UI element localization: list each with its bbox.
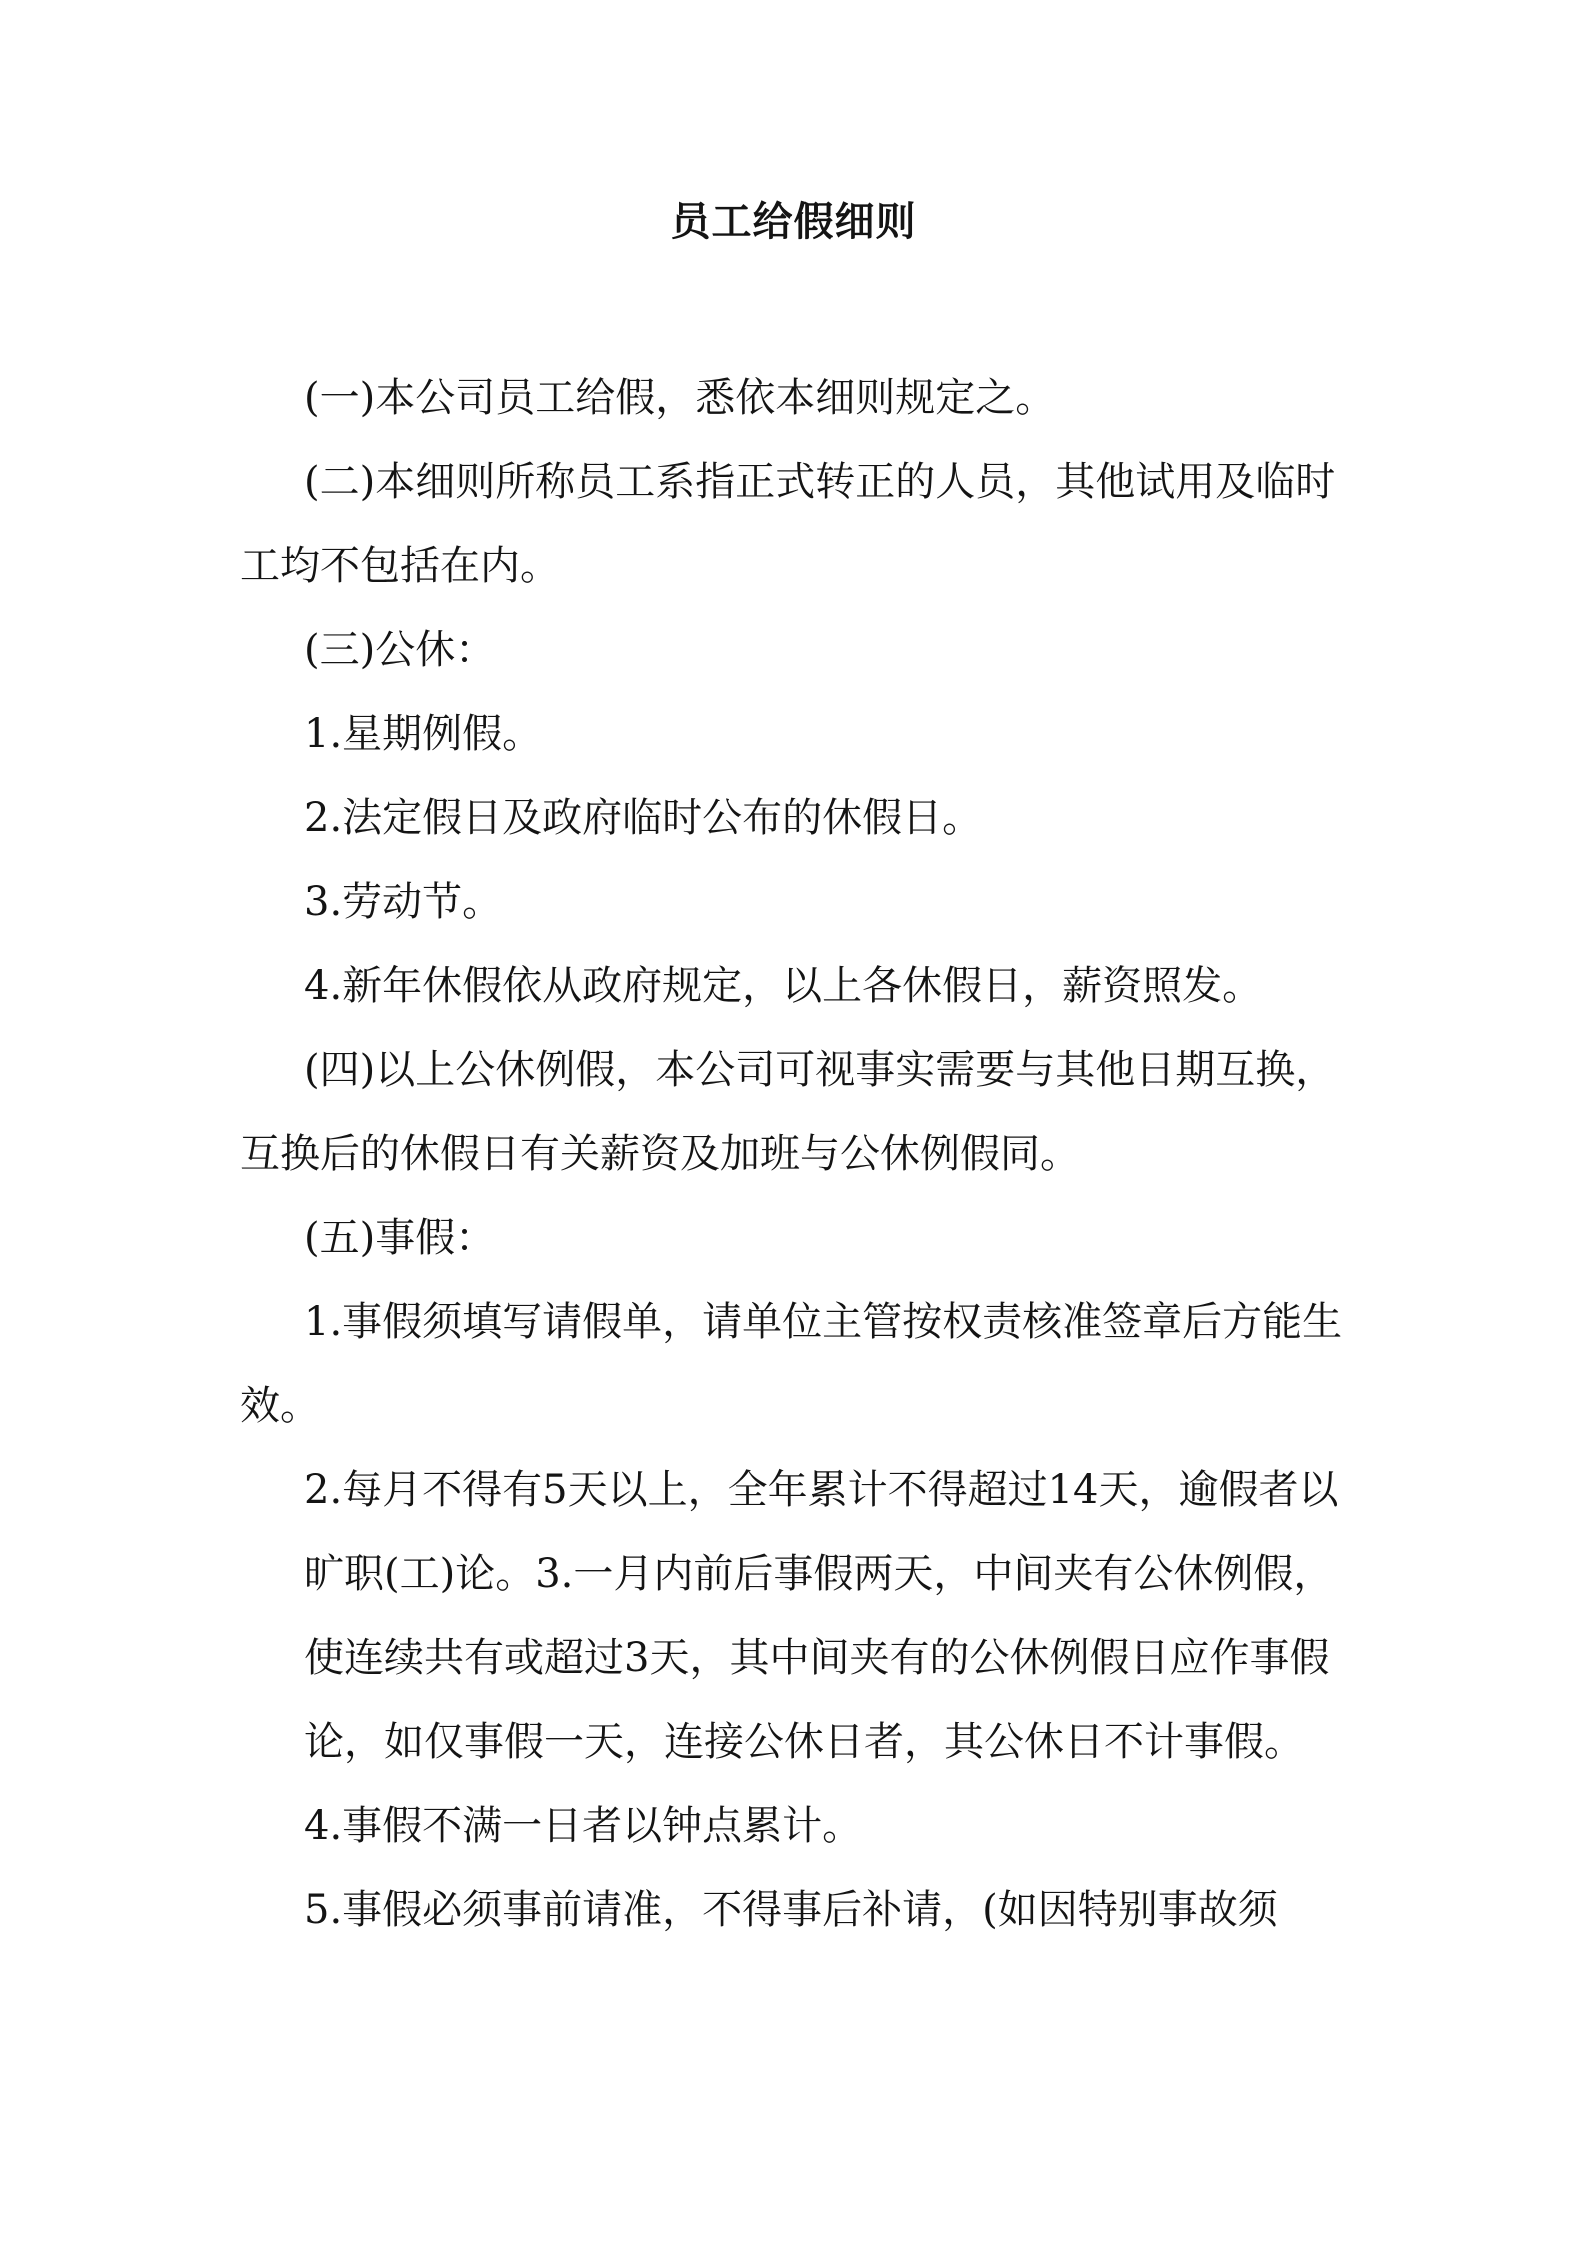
paragraph: (四)以上公休例假，本公司可视事实需要与其他日期互换，互换后的休假日有关薪资及加班与公休例假同。: [240, 1047, 1336, 1177]
paragraph: 4.事假不满一日者以钟点累计。: [304, 1803, 863, 1849]
paragraph: (五)事假：: [304, 1215, 496, 1261]
paragraph: 3.劳动节。: [304, 879, 503, 925]
document-title: 员工给假细则: [670, 199, 917, 245]
paragraph: 5.事假必须事前请准，不得事后补请，(如因特别事故须: [304, 1887, 1278, 1933]
paragraph: 1.星期例假。: [304, 711, 543, 757]
paragraph: 1.事假须填写请假单，请单位主管按权责核准签章后方能生效。: [240, 1299, 1343, 1429]
paragraph: (三)公休：: [304, 627, 496, 673]
document-body: [240, 356, 1355, 1952]
paragraph: (一)本公司员工给假，悉依本细则规定之。: [304, 375, 1056, 421]
paragraph: 2.法定假日及政府临时公布的休假日。: [304, 795, 983, 841]
paragraph: 2.每月不得有5天以上，全年累计不得超过14天，逾假者以旷职(工)论。3.一月内前后事假两天，中间夹有公休例假，使连续共有或超过3天，其中间夹有的公休例假日应作事假论，如仅事假一天，连接公休日者，其公休日不计事假。: [304, 1467, 1339, 1765]
paragraph: (二)本细则所称员工系指正式转正的人员，其他试用及临时工均不包括在内。: [240, 459, 1336, 589]
paragraph: 4.新年休假依从政府规定，以上各休假日，薪资照发。: [304, 963, 1263, 1009]
